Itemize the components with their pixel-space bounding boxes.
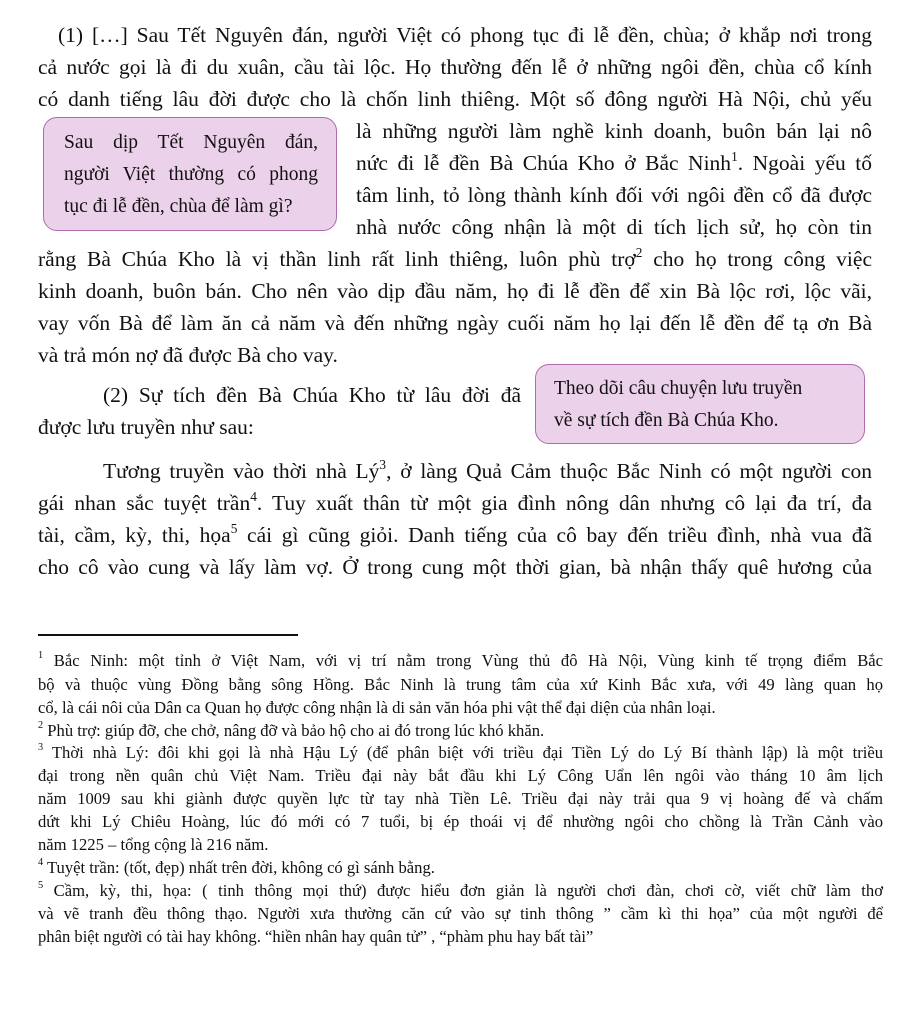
footnote-3-line-3: năm 1009 sau khi giành được quyền lực từ tay nhà Tiền Lê. Triều đại này trải qua 9 vị hoàng đế và chấm: [38, 789, 883, 808]
footnote-ref-5[interactable]: 5: [230, 520, 238, 536]
para1-line-9: kinh doanh, buôn bán. Cho nên vào dịp đầu năm, họ đi lễ đền để xin Bà lộc rơi, lộc vãi,: [38, 279, 872, 303]
para3-line-1a: Tương truyền vào thời nhà Lý: [103, 459, 380, 483]
footnote-2-text-1: Phù trợ: giúp đỡ, che chở, nâng đỡ và bảo hộ cho ai đó trong lúc khó khăn.: [43, 721, 545, 740]
callout1-line-1: Sau dịp Tết Nguyên đán,: [64, 132, 318, 153]
footnote-5-line-2: và vẽ tranh đều thông thạo. Người xưa thường căn cứ vào sự tinh thông ” cầm kì thi họa” của một người để: [38, 904, 883, 923]
footnote-ref-3[interactable]: 3: [379, 456, 387, 472]
para1-line-11: và trả món nợ đã được Bà cho vay.: [38, 343, 338, 367]
callout1-line-2: người Việt thường có phong: [64, 164, 318, 185]
footnote-5-text-1: Cầm, kỳ, thi, họa: ( tinh thông mọi thứ) được hiểu đơn giản là người chơi đàn, chơi cờ, viết chữ làm thơ: [43, 881, 883, 900]
footnote-5-line-1: [38, 880, 883, 901]
footnote-3-line-1: [38, 742, 883, 763]
para1-line-2: cả nước gọi là đi du xuân, cầu tài lộc. Họ thường đến lễ ở những ngôi đền, chùa cổ kính: [38, 55, 872, 79]
para3-line-1: [103, 455, 872, 487]
footnote-1-line-1: [38, 650, 883, 671]
footnote-ref-2[interactable]: 2: [635, 244, 643, 260]
para1-line-8: [38, 243, 872, 275]
para3-line-1b: , ở làng Quả Cảm thuộc Bắc Ninh có một người con: [386, 459, 873, 483]
para2-line-2: được lưu truyền như sau:: [38, 415, 254, 439]
para3-line-4: cho cô vào cung và lấy làm vợ. Ở trong cung một thời gian, bà nhận thấy quê hương của: [38, 555, 872, 579]
para1-line-5b: . Ngoài yếu tố: [737, 151, 872, 175]
footnote-3-line-2: đại trong nền quân chủ Việt Nam. Triều đại này bắt đầu khi Lý Công Uẩn lên ngôi vào tháng 10 âm lịch: [38, 766, 883, 785]
para1-line-8a: rằng Bà Chúa Kho là vị thần linh rất linh thiêng, luôn phù trợ: [38, 247, 636, 271]
footnote-3-text-1: Thời nhà Lý: đôi khi gọi là nhà Hậu Lý (để phân biệt với triều đại Tiền Lý do Lý Bí thành lập) là một triều: [43, 743, 883, 762]
callout1-line-3: tục đi lễ đền, chùa để làm gì?: [64, 196, 293, 217]
callout-question-1: [43, 117, 337, 231]
para3-line-2a: gái nhan sắc tuyệt trần: [38, 491, 251, 515]
footnote-4-text-1: Tuyệt trần: (tốt, đẹp) nhất trên đời, không có gì sánh bằng.: [43, 858, 435, 877]
footnote-3-number: 3: [38, 742, 44, 754]
para1-line-5: [356, 147, 872, 179]
para1-line-6: tâm linh, tỏ lòng thành kính đối với ngôi đền cổ đã được: [356, 183, 872, 207]
footnote-1-line-2: bộ và thuộc vùng Đồng bằng sông Hồng. Bắc Ninh là trung tâm của xứ Kinh Bắc xưa, với 49 làng quan họ: [38, 675, 883, 694]
footnote-4-number: 4: [38, 857, 44, 869]
footnote-3-line-4: dứt khi Lý Chiêu Hoàng, lúc đó mới có 7 tuổi, bị ép thoái vị để nhường ngôi cho chồng là Trần Cảnh vào: [38, 812, 883, 831]
para1-line-7: nhà nước công nhận là một di tích lịch sử, họ còn tin: [356, 215, 872, 239]
footnote-4-line-1: [38, 857, 435, 878]
para1-line-3: có danh tiếng lâu đời được cho là chốn linh thiêng. Một số đông người Hà Nội, chủ yếu: [38, 87, 872, 111]
footnote-ref-4[interactable]: 4: [250, 488, 257, 504]
footnote-2-number: 2: [38, 720, 44, 732]
para1-line-1: (1) […] Sau Tết Nguyên đán, người Việt có phong tục đi lễ đền, chùa; ở khắp nơi trong: [58, 23, 872, 47]
para1-line-8b: cho họ trong công việc: [642, 247, 872, 271]
para1-line-10: vay vốn Bà để làm ăn cả năm và đến những ngày cuối năm họ lại đến lễ đền để tạ ơn Bà: [38, 311, 872, 335]
footnote-separator: [38, 634, 298, 636]
para3-line-3a: tài, cầm, kỳ, thi, họa: [38, 523, 231, 547]
footnote-ref-1[interactable]: 1: [731, 148, 738, 164]
callout-guide-2: [535, 364, 865, 444]
para3-line-3: [38, 519, 872, 551]
para1-line-4: là những người làm nghề kinh doanh, buôn bán lại nô: [356, 119, 872, 143]
para3-line-2b: . Tuy xuất thân từ một gia đình nông dân nhưng cô lại đa trí, đa: [256, 491, 872, 515]
footnote-1-line-3: cổ, là cái nôi của Dân ca Quan họ được công nhận là di sản văn hóa phi vật thể đại diện của nhân loại.: [38, 698, 716, 717]
callout2-line-2: về sự tích đền Bà Chúa Kho.: [554, 410, 779, 431]
para3-line-2: [38, 487, 872, 519]
callout2-line-1: Theo dõi câu chuyện lưu truyền: [554, 378, 803, 399]
footnote-5-line-3: phân biệt người có tài hay không. “hiền nhân hay quân tử” , “phàm phu hay bất tài”: [38, 927, 594, 946]
para1-line-5a: nức đi lễ đền Bà Chúa Kho ở Bắc Ninh: [356, 151, 732, 175]
footnote-1-text-1: Bắc Ninh: một tỉnh ở Việt Nam, với vị trí nằm trong Vùng thủ đô Hà Nội, Vùng kinh tế trọng điểm Bắc: [43, 651, 883, 670]
para2-line-1: (2) Sự tích đền Bà Chúa Kho từ lâu đời đã: [103, 383, 521, 407]
para3-line-3b: cái gì cũng giỏi. Danh tiếng của cô bay đến triều đình, nhà vua đã: [237, 523, 872, 547]
footnote-2-line-1: [38, 720, 544, 741]
footnote-5-number: 5: [38, 880, 44, 892]
footnote-3-line-5: năm 1225 – tổng cộng là 216 năm.: [38, 835, 269, 854]
footnote-1-number: 1: [38, 650, 44, 662]
